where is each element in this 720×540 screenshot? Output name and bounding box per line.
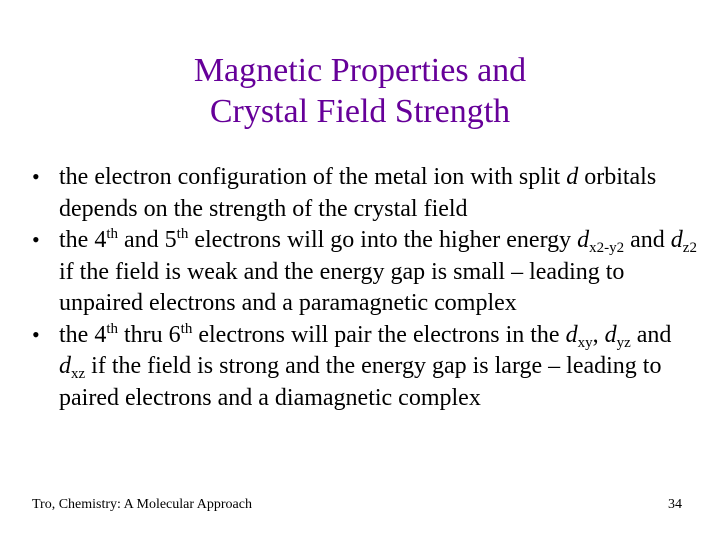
bullet-2-text-end: if the field is weak and the energy gap is small – leading to unpaired electrons and a paramagnetic complex bbox=[59, 258, 625, 316]
orbital-subscript: z2 bbox=[682, 240, 697, 256]
bullet-3-text: and bbox=[630, 321, 672, 348]
bullet-3-text-end: if the field is strong and the energy gap is large – leading to paired electrons and a diamagnetic complex bbox=[59, 353, 662, 411]
d-orbital-symbol: d bbox=[59, 353, 71, 379]
page-number: 34 bbox=[668, 497, 682, 512]
d-orbital-symbol: d bbox=[670, 227, 683, 253]
bullet-icon: • bbox=[32, 227, 40, 252]
bullet-item-2 bbox=[32, 225, 702, 320]
bullet-3-text: electrons will pair the electrons in the bbox=[192, 321, 566, 348]
bullet-list bbox=[32, 162, 702, 414]
orbital-subscript: xz bbox=[71, 366, 86, 382]
d-orbital-symbol: d bbox=[566, 164, 579, 190]
ordinal-suffix: th bbox=[176, 226, 189, 242]
bullet-icon: • bbox=[32, 321, 40, 347]
orbital-subscript: yz bbox=[616, 334, 631, 351]
orbital-subscript: xy bbox=[577, 334, 593, 351]
d-orbital-symbol: d bbox=[604, 321, 617, 348]
title-line-1: Magnetic Properties and bbox=[193, 52, 527, 89]
bullet-icon: • bbox=[32, 164, 40, 189]
d-orbital-symbol: d bbox=[565, 321, 578, 348]
footer-source: Tro, Chemistry: A Molecular Approach bbox=[32, 497, 252, 512]
bullet-2-text: the 4 bbox=[59, 227, 107, 253]
orbital-subscript: x2-y2 bbox=[589, 240, 625, 256]
bullet-3-text: , bbox=[592, 321, 605, 348]
ordinal-suffix: th bbox=[106, 226, 118, 242]
ordinal-suffix: th bbox=[106, 320, 118, 337]
d-orbital-symbol: d bbox=[577, 227, 590, 253]
bullet-2-text: electrons will go into the higher energy bbox=[188, 227, 578, 253]
bullet-item-3 bbox=[32, 320, 702, 415]
title-line-2: Crystal Field Strength bbox=[209, 93, 511, 130]
bullet-2-text: and bbox=[624, 227, 671, 253]
bullet-3-text: thru 6 bbox=[118, 321, 181, 348]
bullet-2-text: and 5 bbox=[118, 227, 177, 253]
bullet-3-text: the 4 bbox=[59, 321, 107, 348]
bullet-1-text-end: orbitals depends on the strength of the crystal field bbox=[59, 164, 657, 222]
bullet-1-text: the electron configuration of the metal ion with split bbox=[59, 164, 567, 190]
slide-title bbox=[0, 50, 720, 132]
ordinal-suffix: th bbox=[180, 320, 193, 337]
bullet-item-1 bbox=[32, 162, 702, 225]
